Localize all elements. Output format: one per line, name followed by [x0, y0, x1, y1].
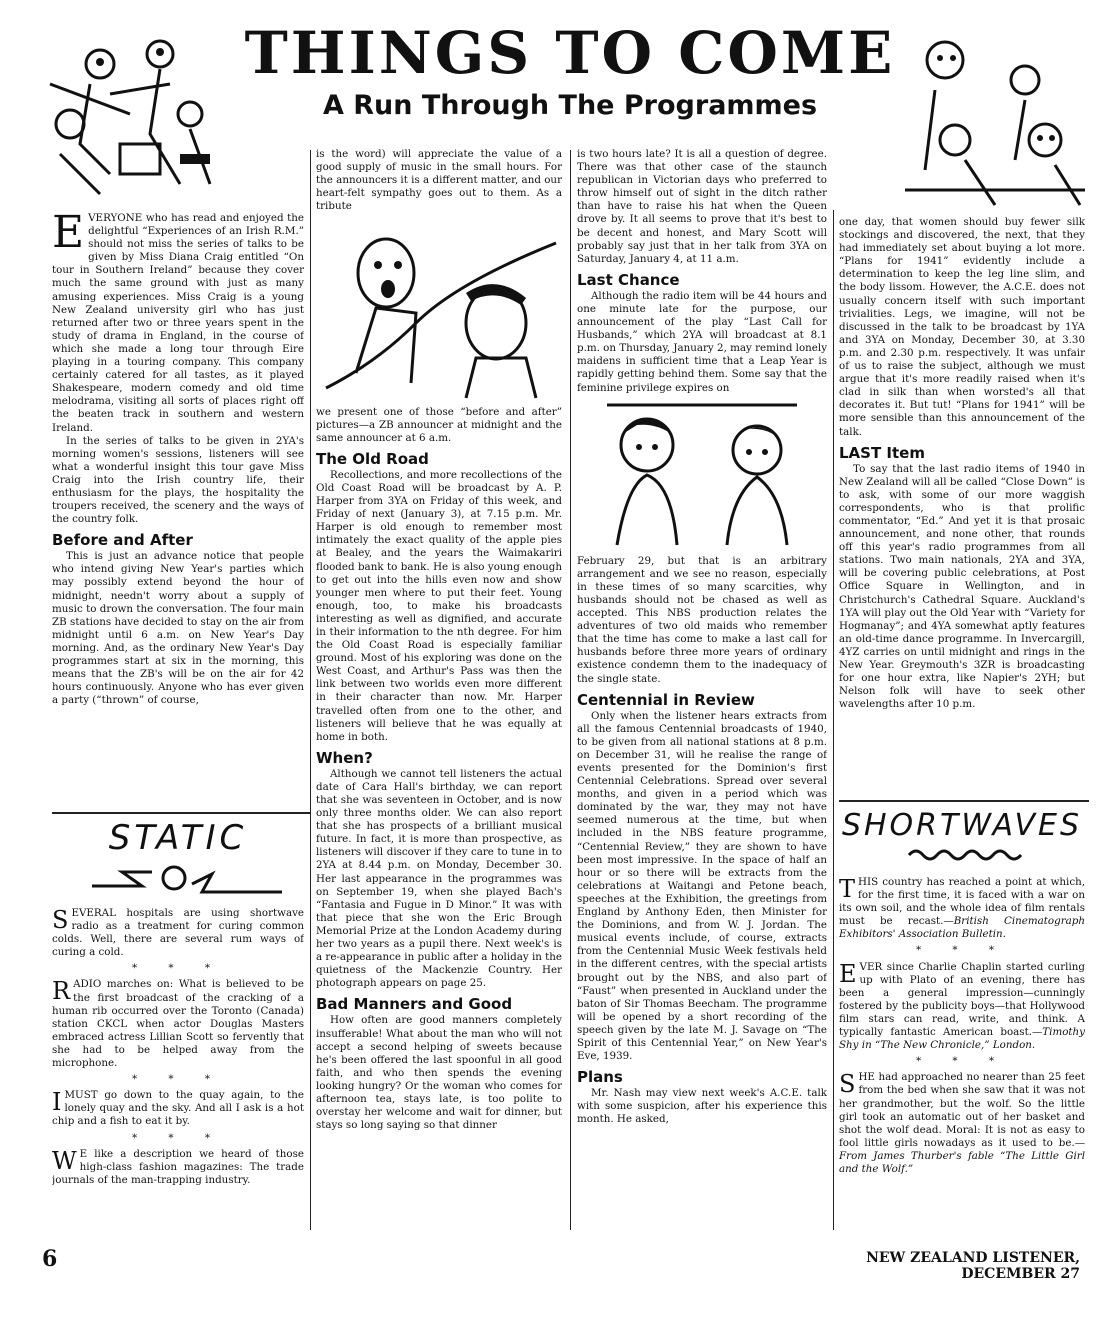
section-heading: Bad Manners and Good — [316, 995, 513, 1014]
publication-footer: NEW ZEALAND LISTENER, DECEMBER 27 — [866, 1250, 1080, 1282]
drop-cap: E — [839, 959, 857, 988]
continued-text: is two hours late? It is all a question of degree. There was that other case of the staunch republican in Victorian days who preferred to throw himself out of sight in the ditch rather than have to raise his hat when the Queen drove by. It all seems to prove that it's best to be decent and honest, and Mary Scott will probably say just that in her talk from 3YA on Saturday, January 4, at 11 a.m. — [577, 148, 827, 265]
static-item: EVERAL hospitals are using shortwave radio as a treatment for curing common colds. Well, there are several rum ways of curing a cold. — [52, 907, 304, 959]
shortwaves-item: VER since Charlie Chaplin started curling up with Plato of an evening, there has been a general impression—cunningly fostered by the publicity boys—that Hollywood film stars can read, write, and think. A typically fantastic American boast. — [839, 960, 1085, 1039]
caption-text: February 29, but that is an arbitrary arrangement and we see no reason, especially in these times of so many scarcities, why husbands should not be chased as well as accepted. This NBS production relates the adventures of two old maids who remember that the time has come to make a last call for husbands before three more years of ordinary existence condemn them to the inadequacy of the single state. — [577, 554, 827, 685]
drop-cap: I — [52, 1088, 62, 1117]
section-heading: LAST Item — [839, 443, 925, 462]
static-item: ADIO marches on: What is believed to be the first broadcast of the cracking of a human rib occurred over the Toronto (Canada) station CKCL when actor Douglas Masters embraced actress Lillian Scott so fervently that she had to be helped away from the microphone. — [52, 978, 304, 1070]
column-1 — [52, 212, 304, 802]
column-3 — [577, 148, 827, 1230]
column-2 — [316, 148, 562, 1230]
static-item: E like a description we heard of those high-class fashion magazines: The trade journals of the man-trapping industry. — [52, 1147, 304, 1186]
section-heading: Plans — [577, 1068, 623, 1087]
separator-stars: * * * — [916, 1055, 1008, 1068]
separator-stars: * * * — [132, 1073, 224, 1086]
source-citation: —Timothy Shy in “The New Chronicle,” London. — [839, 1026, 1085, 1052]
separator-stars: * * * — [132, 1131, 224, 1144]
section-heading: Before and After — [52, 531, 193, 550]
page-title: THINGS TO COME — [244, 19, 896, 87]
section-text: Although we cannot tell listeners the actual date of Cara Hall's birthday, we can report that she was seventeen in October, and is now only three months older. We can also report that she has prospects of a brilliant musical future. In fact, it is more than prospective, as listeners will discover if they care to tune in to 2YA at 8.44 p.m. on Monday, December 30. Her last appearance in the programmes was on September 19, when she played Bach's “Fantasia and Fugue in D Minor.” It was with that piece that she won the Eric Brough Memorial Prize at the London Academy during her two years as a pupil there. Next week's is a re-appearance in public after a holiday in the quietness of the Mackenzie Country. Her photograph appears on page 25. — [316, 767, 562, 990]
section-text: Only when the listener hears extracts from all the famous Centennial broadcasts of 1940, to be given from all national stations at 8 p.m. on December 31, will he realise the range of events presented for the Dominion's first Centennial Celebrations. Spread over several months, and given in a period which was dominated by the war, they may not have seemed numerous at the time, but when included in the NBS feature programme, “Centennial Review,” they are shown to have been most impressive. In the space of half an hour or so there will be extracts from the celebrations at Waitangi and Petone beach, speeches at the Exhibition, the greetings from England by Anthony Eden, then Minister for the Dominions, and from W. J. Jordan. The musical events include, of course, extracts from the Centennial Music Week festivals held in the different centres, with the special artists brought out by the NBS, and also part of “Faust” when presented in Auckland under the baton of Sir Thomas Beecham. The programme will be opened by a short recording of the speech given by the late M. J. Savage on “The Spirit of this Centennial Year,” on New Year's Eve, 1939. — [577, 709, 827, 1063]
caption-text: we present one of those “before and after” pictures—a ZB announcer at midnight and the same announcer at 6 a.m. — [316, 405, 562, 444]
continued-text: is the word) will appreciate the value of a good supply of music in the small hours. For the announcers it is a different matter, and our heart-felt sympathy goes out to them. As a tribute — [316, 148, 562, 213]
wave-icon — [839, 843, 1085, 867]
shortwaves-heading: SHORTWAVES — [841, 808, 1083, 843]
section-text: To say that the last radio items of 1940 in New Zealand will all be called “Close Down” is to ask, with some of our more waggish correspondents, who is that prolific commentator, “Ed.” And yet it is that prosaic announcement, and none other, that rounds off this year's radio programmes from all stations. Two main nationals, 2YA and 3YA, will be covering public celebrations, at Post Office Square in Wellington, and in Christchurch's Cathedral Square. Auckland's 1YA will play out the Old Year with “Variety for Hogmanay”; and 4YA somewhat aptly features an old-time dance programme. In Invercargill, 4YZ carries on until midnight and rings in the New Year. Greymouth's 3ZR is broadcasting for one hour extra, like Napier's 2YH; but Nelson folk will have to seek other wavelengths after 10 p.m. — [839, 462, 1085, 711]
section-heading: The Old Road — [316, 449, 429, 468]
section-text: Recollections, and more recollections of the Old Coast Road will be broadcast by A. P. Harper from 3YA on Friday of this week, and Friday of next (January 3), at 7.15 p.m. Mr. Harper is old enough to remember most intimately the exact quality of the apple pies at Bealey, and the years the Waimakariri flooded bank to bank. He is also young enough to get out into the hills even now and show younger men where to put their feet. Young enough, too, to make his broadcasts interesting as well as dignified, and accurate in their information to the nth degree. For him the Old Coast Road is especially familiar ground. Most of his exploring was done on the West Coast, and Arthur's Pass was then the link between two worlds even more different in their character than now. Mr. Harper travelled often from one to the other, and listeners will believe that he was equally at home in both. — [316, 468, 562, 743]
continued-text: one day, that women should buy fewer silk stockings and discovered, the next, that they had immediately set about buying a lot more. “Plans for 1941” evidently include a determination to keep the leg line slim, and the body lissom. However, the A.C.E. does not usually concern itself with such important trivialities. Legs, we imagine, will not be discussed in the talk to be broadcast by 1YA and 3YA on Monday, December 30, at 3.30 p.m. and 2.30 p.m. respectively. It was unfair of us to raise the subject, although we must argue that it's more readily raised when it's clad in silk than when worsted's all that decorates it. But tut! “Plans for 1941” will be more sensible than this announcement of the talk. — [839, 216, 1085, 438]
section-text: This is just an advance notice that people who intend giving New Year's parties which may possibly extend beyond the hour of midnight, needn't worry about a supply of music to drown the conversation. The four main ZB stations have decided to stay on the air from midnight until 6 a.m. on New Year's Day morning. And, as the ordinary New Year's Day programmes start at six in the morning, this means that the ZB's will be on the air for 42 hours continuously. Anyone who has ever given a party (“thrown” of course, — [52, 550, 304, 707]
drop-cap: S — [839, 1070, 856, 1099]
section-text: Mr. Nash may view next week's A.C.E. talk with some suspicion, after his experience this month. He asked, — [577, 1087, 827, 1126]
column-4 — [839, 216, 1085, 786]
separator-stars: * * * — [916, 944, 1008, 957]
static-item: MUST go down to the quay again, to the lonely quay and the sky. And all I ask is a hot chip and a fish to eat it by. — [52, 1089, 304, 1128]
old-maids-cartoon — [577, 395, 827, 551]
separator-stars: * * * — [132, 962, 224, 975]
section-heading: When? — [316, 748, 373, 767]
band-illustration — [40, 24, 240, 204]
intro-text-2: In the series of talks to be given in 2YA's morning women's sessions, listeners will see what a wonderful insight this tour gave Miss Craig into the Irish country life, their enthusiasm for the plays, the hospitality the troupers received, the scenery and the ways of the country folk. — [52, 434, 304, 526]
intro-text: VERYONE who has read and enjoyed the delightful “Experiences of an Irish R.M.” should not miss the series of talks to be given by Miss Diana Craig entitled “On tour in Southern Ireland” because they cover much the same ground with just as many amusing experiences. Miss Craig is a young New Zealand university girl who has just returned after two or three years spent in the study of drama in England, in the course of which she made a long tour through Eire playing in a touring company. This company certainly catered for all tastes, as it played Shakespeare, modern comedy and old time melodrama, visiting all sorts of places right off the beaten track in southern and western Ireland. — [52, 212, 304, 434]
shortwaves-box — [839, 808, 1085, 1238]
drop-cap: E — [52, 212, 85, 258]
drop-cap: T — [839, 875, 856, 903]
drop-cap: W — [52, 1146, 77, 1175]
source-citation: —British Cinematograph Exhibitors' Association Bulletin. — [839, 915, 1085, 941]
section-text: How often are good manners completely insufferable! What about the man who will not accept a second helping of sweets because he's been offered the last spoonful in all good faith, and who then spends the evening looking hungry? Or the woman who comes for afternoon tea, stays late, is too polite to overstay her welcome and wait for dinner, but stays so long saying so that dinner — [316, 1014, 562, 1132]
drop-cap: S — [52, 906, 69, 934]
shortwaves-item: HIS country has reached a point at which, for the first time, it is faced with a war on its own soil, and the whole idea of film rentals must be recast. — [839, 876, 1085, 928]
announcer-cartoon — [316, 213, 562, 401]
static-squiggle-icon — [52, 858, 304, 898]
performers-illustration — [895, 20, 1095, 210]
section-heading: Last Chance — [577, 270, 680, 289]
drop-cap: R — [52, 977, 71, 1006]
source-citation: —From James Thurber's fable “The Little Girl and the Wolf.” — [839, 1136, 1085, 1175]
section-heading: Centennial in Review — [577, 690, 755, 709]
page-number: 6 — [42, 1246, 58, 1272]
static-box — [52, 818, 304, 1238]
page-subtitle: A Run Through The Programmes — [322, 90, 818, 121]
shortwaves-item: HE had approached no nearer than 25 feet from the bed when she saw that it was not her grandmother, but the wolf. So the little girl took an automatic out of her basket and shot the wolf dead. Moral: It is not as easy to fool little girls nowadays as it used to be. — [839, 1071, 1085, 1149]
section-text: Although the radio item will be 44 hours and one minute late for the purpose, our announcement of the play “Last Call for Husbands,” which 2YA will broadcast at 8.1 p.m. on Thursday, January 2, may remind lonely maidens in sufficient time that a Leap Year is rapidly getting behind them. Some say that the feminine privilege expires on — [577, 289, 827, 394]
static-heading: STATIC — [108, 818, 248, 858]
